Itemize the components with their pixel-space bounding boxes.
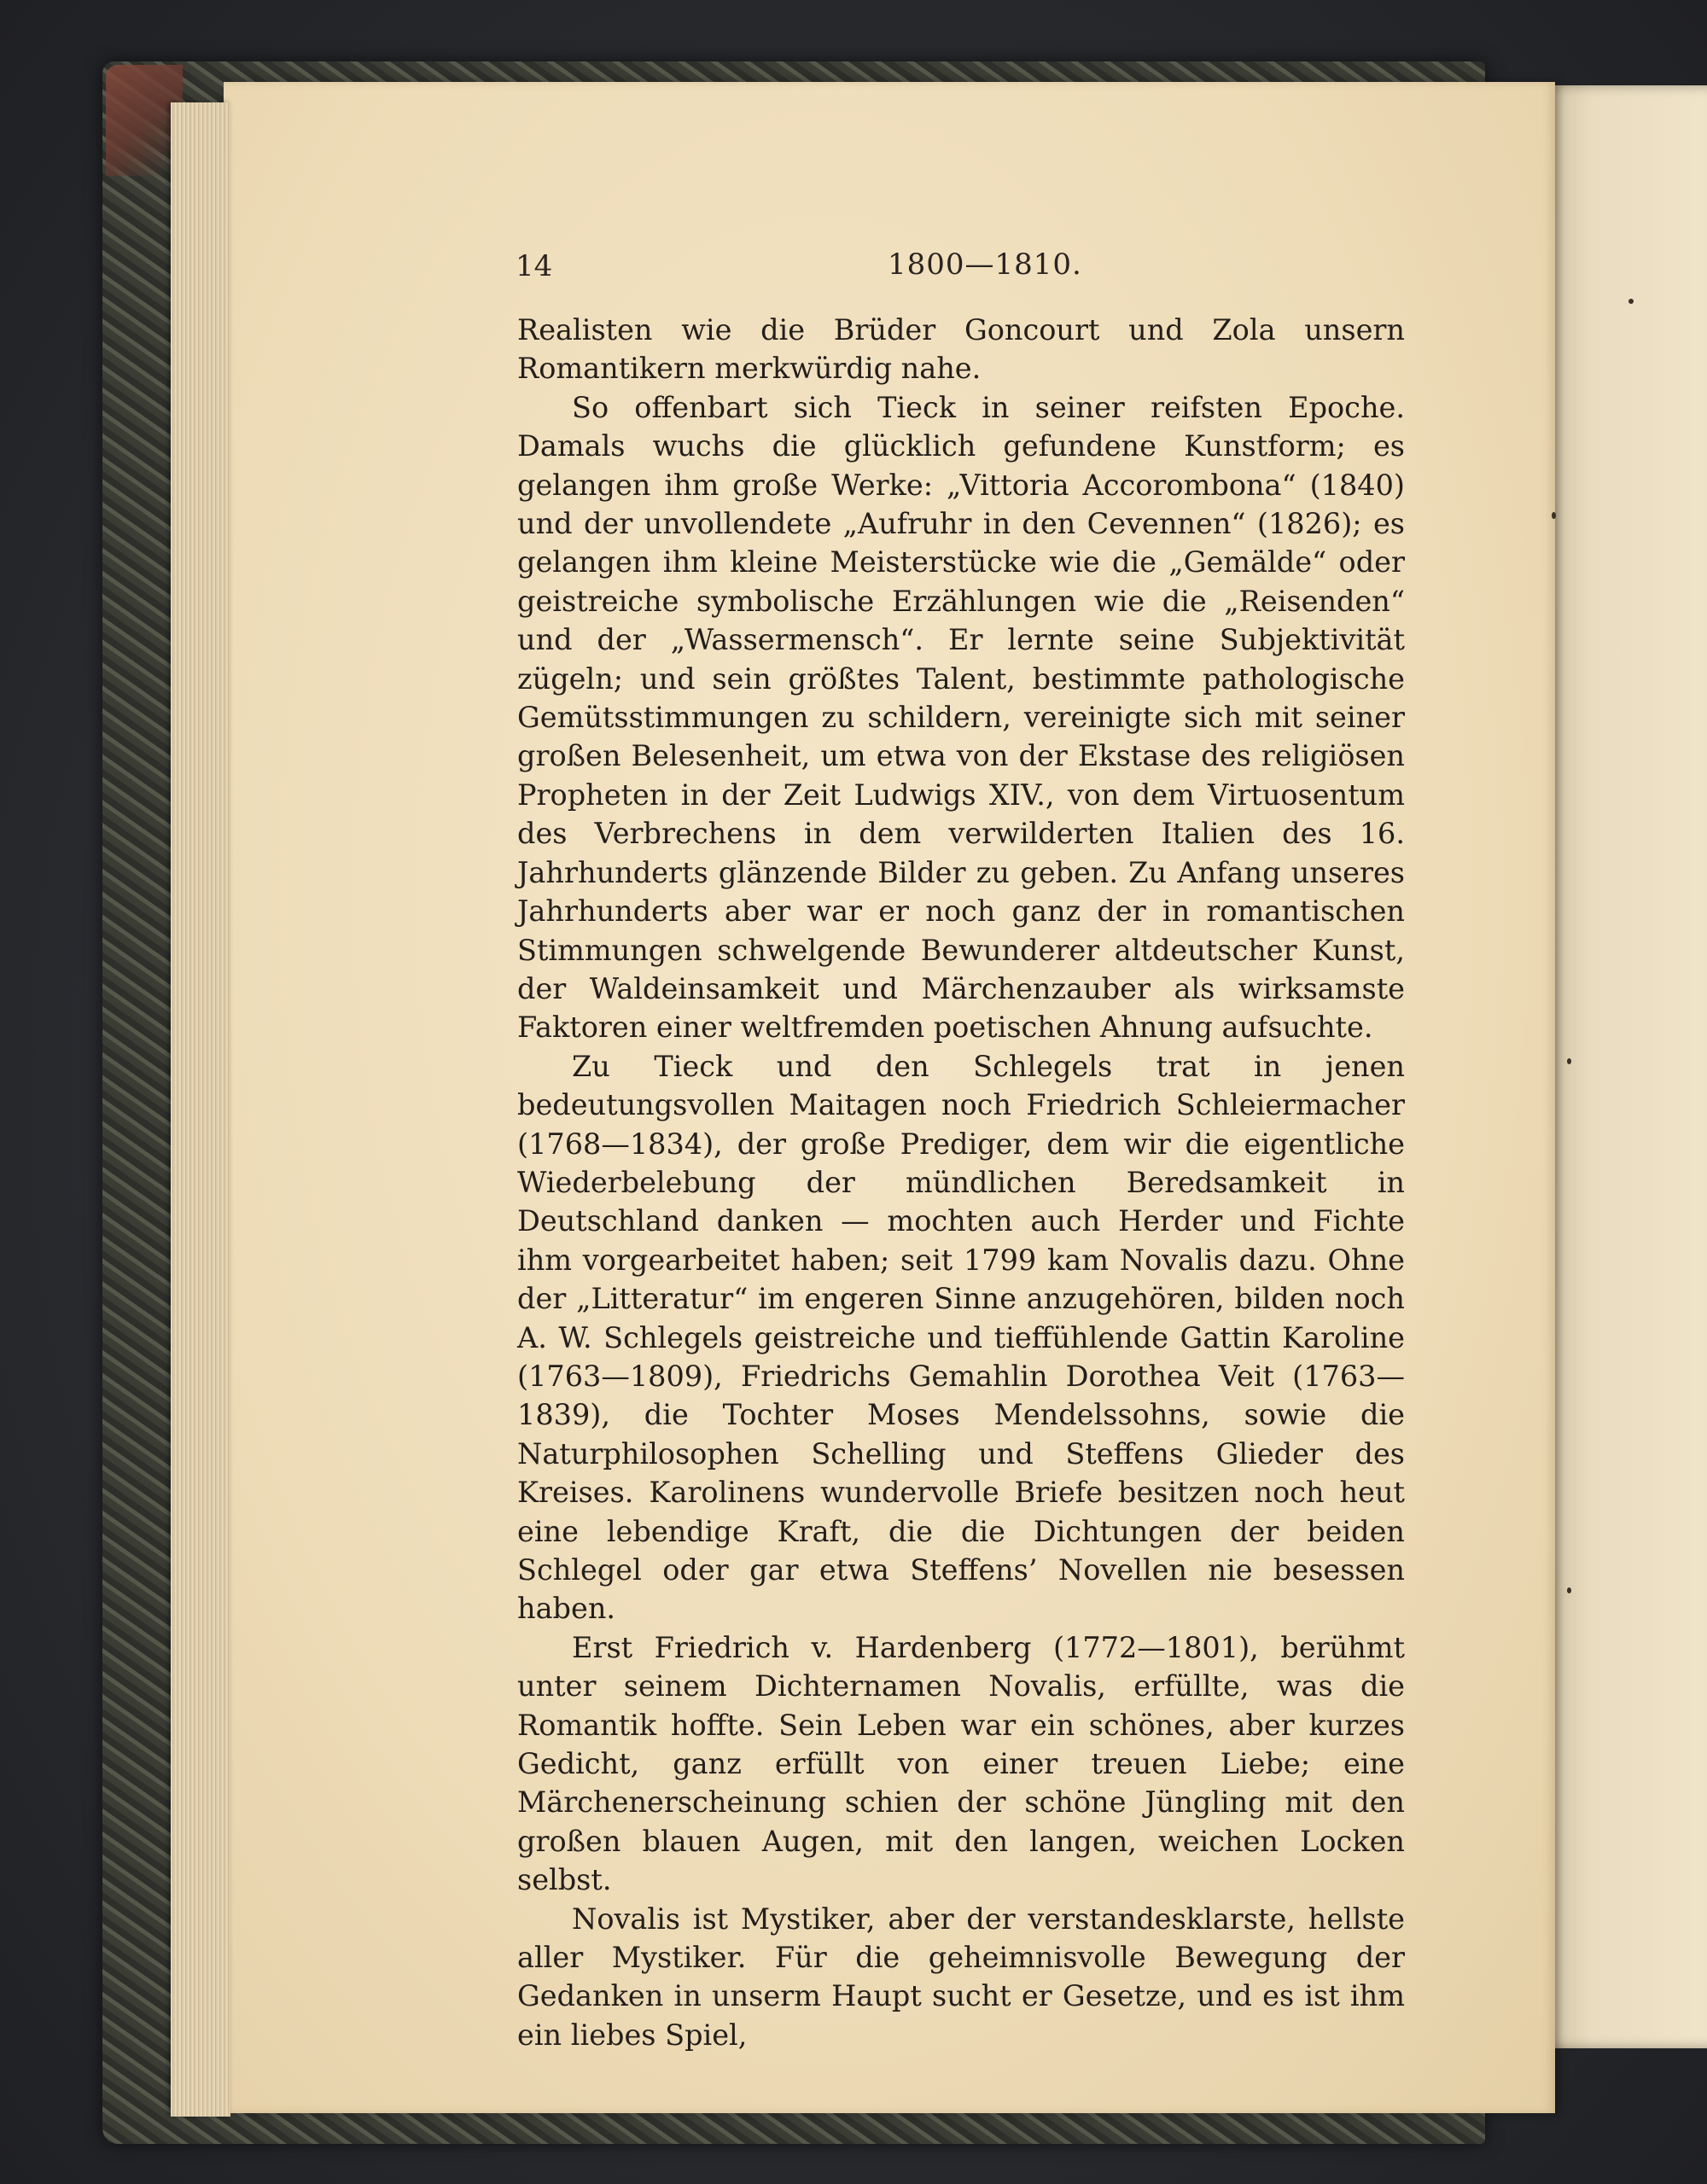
paper-speck: [1628, 299, 1634, 304]
running-head: [290, 249, 1434, 292]
paragraph: Realisten wie die Brüder Goncourt und Zola unsern Romantikern merkwürdig nahe.: [517, 313, 1405, 386]
paragraph: Zu Tieck und den Schlegels trat in jenen bedeutungsvollen Maitagen noch Friedrich Schleiermacher (1768—1834), der große Prediger, dem wir die eigentliche Wiederbelebung der mündlichen Beredsamkeit in Deutschland danken — mochten auch Herder und Fichte ihm vorgearbeitet haben; seit 1799 kam Novalis dazu. Ohne der „Litteratur“ im engeren Sinne anzugehören, bilden noch A. W. Schlegels geistreiche und tieffühlende Gattin Karoline (1763—1809), Friedrichs Gemahlin Dorothea Veit (1763—1839), die Tochter Moses Mendelssohns, sowie die Naturphilosophen Schelling und Steffens Glieder des Kreises. Karolinens wundervolle Briefe besitzen noch heut eine lebendige Kraft, die die Dichtungen der beiden Schlegel oder gar etwa Steffens’ Novellen nie besessen haben.: [517, 1049, 1405, 1626]
paragraph: Erst Friedrich v. Hardenberg (1772—1801), berühmt unter seinem Dichternamen Novalis, erfüllte, was die Romantik hoffte. Sein Leben war ein schönes, aber kurzes Gedicht, ganz erfüllt von einer treuen Liebe; eine Märchenerscheinung schien der schöne Jüngling mit den großen blauen Augen, mit den langen, weichen Locken selbst.: [517, 1630, 1405, 1897]
page-number: 14: [516, 249, 553, 283]
body-text: [517, 311, 1405, 2054]
paragraph: Novalis ist Mystiker, aber der verstandesklarste, hellste aller Mystiker. Für die geheimnisvolle Bewegung der Gedanken in unserm Haupt sucht er Gesetze, und es ist ihm ein liebes Spiel,: [517, 1902, 1405, 2052]
facing-page-edge: [1541, 85, 1707, 2048]
page-stack-edge: [171, 102, 230, 2117]
running-title: 1800—1810.: [888, 248, 1082, 282]
paragraph: So offenbart sich Tieck in seiner reifsten Epoche. Damals wuchs die glücklich gefundene Kunstform; es gelangen ihm große Werke: „Vittoria Accorombona“ (1840) und der unvollendete „Aufruhr in den Cevennen“ (1826); es gelangen ihm kleine Meisterstücke wie die „Gemälde“ oder geistreiche symbolische Erzählungen wie die „Reisenden“ und der „Wassermensch“. Er lernte seine Subjektivität zügeln; und sein größtes Talent, bestimmte pathologische Gemütsstimmungen zu schildern, vereinigte sich mit seiner großen Belesenheit, um etwa von der Ekstase des religiösen Propheten in der Zeit Ludwigs XIV., von dem Virtuosentum des Verbrechens in dem verwilderten Italien des 16. Jahrhunderts glänzende Bilder zu geben. Zu Anfang unseres Jahrhunderts aber war er noch ganz der in romantischen Stimmungen schwelgende Bewunderer altdeutscher Kunst, der Waldeinsamkeit und Märchenzauber als wirksamste Faktoren einer weltfremden poetischen Ahnung aufsuchte.: [517, 390, 1405, 1045]
paper-speck: [1567, 1587, 1571, 1593]
paper-speck: [1552, 512, 1556, 519]
paper-speck: [1567, 1058, 1571, 1064]
